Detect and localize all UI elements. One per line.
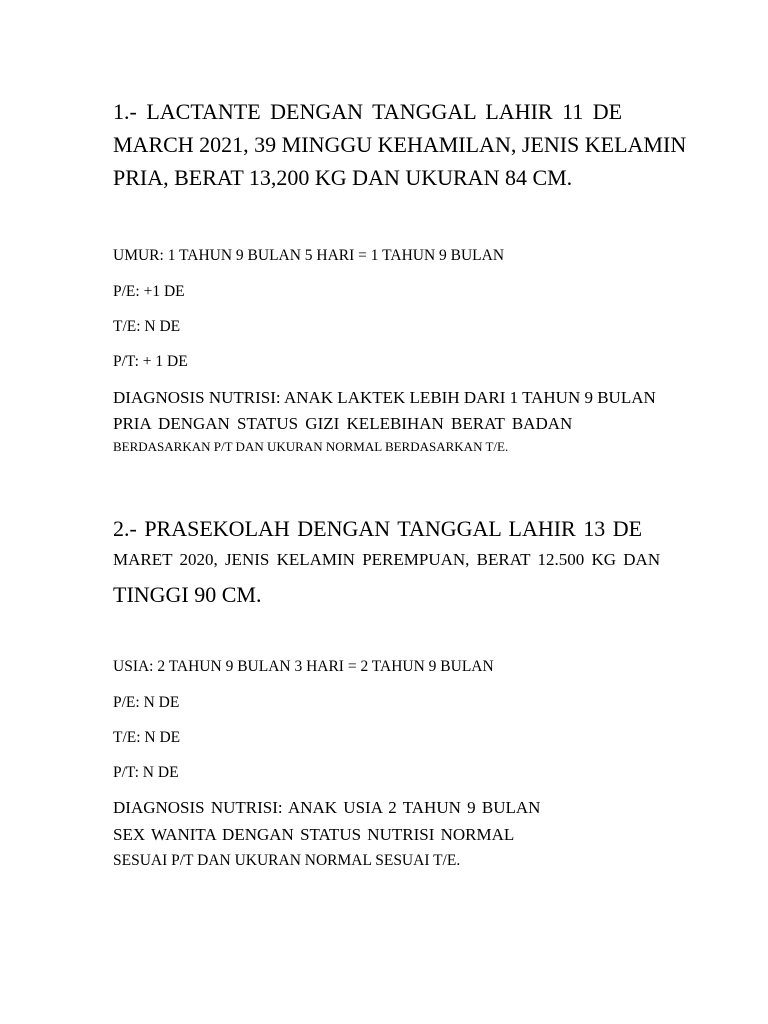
case-1-pe: P/E: +1 DE	[113, 283, 185, 300]
case-2-te: T/E: N DE	[113, 729, 181, 746]
case-2-diagnosis-line-2: SEX WANITA DENGAN STATUS NUTRISI NORMAL	[113, 825, 515, 844]
case-2-pe: P/E: N DE	[113, 694, 180, 711]
case-1-pt: P/T: + 1 DE	[113, 353, 188, 370]
case-2-age: USIA: 2 TAHUN 9 BULAN 3 HARI = 2 TAHUN 9 BULAN	[113, 658, 494, 675]
case-1-te: T/E: N DE	[113, 318, 181, 335]
case-1-diagnosis-line-1: DIAGNOSIS NUTRISI: ANAK LAKTEK LEBIH DARI 1 TAHUN 9 BULAN	[113, 388, 656, 407]
case-1-heading-line-2: MARCH 2021, 39 MINGGU KEHAMILAN, JENIS KELAMIN	[113, 132, 687, 157]
case-1-age: UMUR: 1 TAHUN 9 BULAN 5 HARI = 1 TAHUN 9 BULAN	[113, 247, 505, 264]
case-2-pt: P/T: N DE	[113, 764, 179, 781]
case-1-diagnosis-line-3: BERDASARKAN P/T DAN UKURAN NORMAL BERDASARKAN T/E.	[113, 439, 509, 454]
case-2-heading-line-1: 2.- PRASEKOLAH DENGAN TANGGAL LAHIR 13 DE	[113, 516, 643, 541]
case-2-diagnosis-line-1: DIAGNOSIS NUTRISI: ANAK USIA 2 TAHUN 9 BULAN	[113, 798, 541, 817]
case-1-heading-line-1: 1.- LACTANTE DENGAN TANGGAL LAHIR 11 DE	[113, 99, 623, 124]
case-1-heading-line-3: PRIA, BERAT 13,200 KG DAN UKURAN 84 CM.	[113, 165, 573, 190]
case-1-diagnosis-line-2: PRIA DENGAN STATUS GIZI KELEBIHAN BERAT BADAN	[113, 414, 573, 433]
case-2-heading-line-3: TINGGI 90 CM.	[113, 582, 262, 607]
case-2-diagnosis-line-3: SESUAI P/T DAN UKURAN NORMAL SESUAI T/E.	[113, 852, 461, 869]
case-2-heading-line-2: MARET 2020, JENIS KELAMIN PEREMPUAN, BERAT 12.500 KG DAN	[113, 550, 661, 569]
